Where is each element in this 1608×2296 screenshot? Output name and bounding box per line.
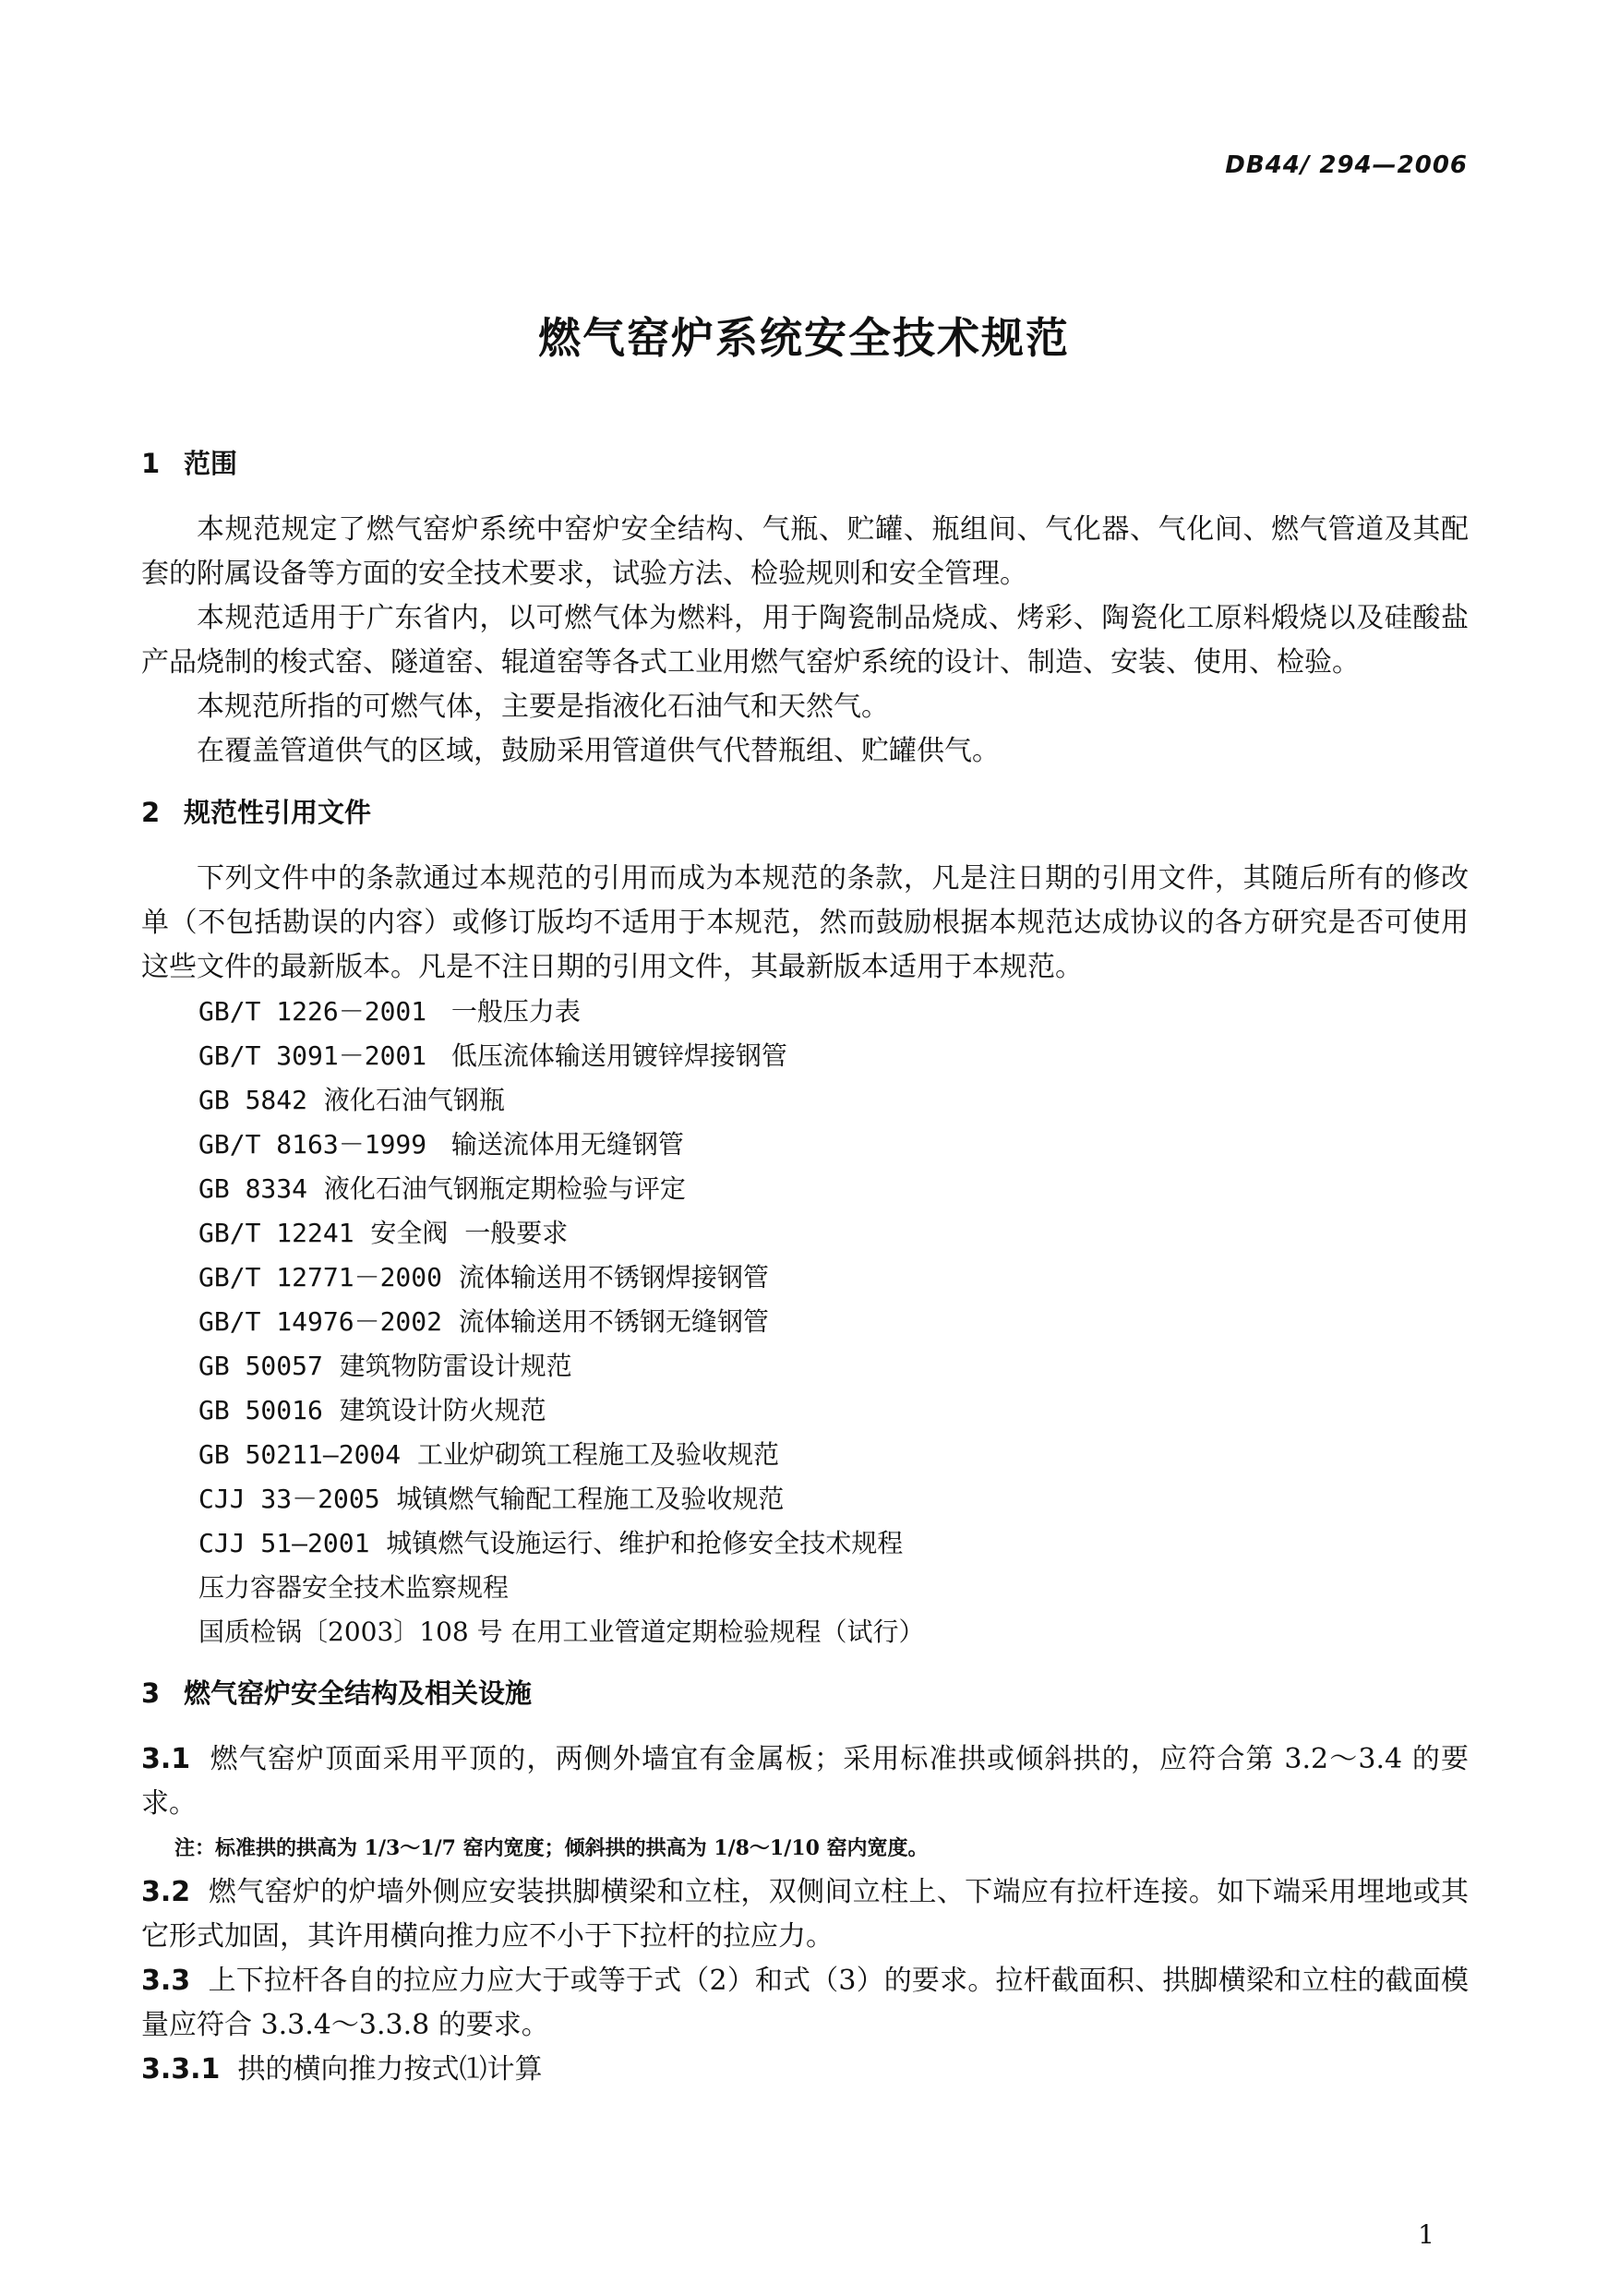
document-body (141, 441, 1469, 2092)
reference-item: GB/T 8163－1999 输送流体用无缝钢管 (198, 1129, 684, 1160)
reference-item: GB/T 3091－2001 低压流体输送用镀锌焊接钢管 (198, 1040, 787, 1071)
reference-item: GB 8334 液化石油气钢瓶定期检验与评定 (198, 1173, 686, 1204)
reference-list (141, 990, 1469, 1654)
clause-number: 3.3 (141, 1965, 191, 1997)
clause-text: 拱的横向推力按式⑴计算 (237, 2053, 543, 2086)
reference-item: GB/T 1226－2001 一般压力表 (198, 996, 581, 1027)
paragraph: 本规范适用于广东省内，以可燃气体为燃料，用于陶瓷制品烧成、烤彩、陶瓷化工原料煅烧以及硅酸盐产品烧制的梭式窑、隧道窑、辊道窑等各式工业用燃气窑炉系统的设计、制造、安装、使用、检验。 (141, 602, 1469, 679)
clause (141, 1737, 1469, 1826)
clause-number: 3.3.1 (141, 2053, 221, 2086)
reference-item: CJJ 33－2005 城镇燃气输配工程施工及验收规范 (198, 1484, 785, 1514)
section-number: 2 (141, 797, 161, 828)
reference-item: GB 5842 液化石油气钢瓶 (198, 1085, 505, 1115)
clause (141, 1870, 1469, 1959)
reference-item: GB 50057 建筑物防雷设计规范 (198, 1351, 572, 1381)
section-heading (141, 1671, 1469, 1715)
paragraph: 在覆盖管道供气的区域，鼓励采用管道供气代替瓶组、贮罐供气。 (197, 735, 1000, 767)
clause-text: 燃气窑炉顶面采用平顶的，两侧外墙宜有金属板；采用标准拱或倾斜拱的，应符合第 3.2～3.4 的要求。 (141, 1743, 1469, 1820)
reference-item: GB 50211—2004 工业炉砌筑工程施工及验收规范 (198, 1439, 779, 1470)
section-number: 3 (141, 1677, 161, 1709)
reference-item: GB/T 14976－2002 流体输送用不锈钢无缝钢管 (198, 1306, 769, 1337)
note: 注：标准拱的拱高为 1/3～1/7 窑内宽度；倾斜拱的拱高为 1/8～1/10 窑内宽度。 (174, 1836, 929, 1860)
clause-number: 3.1 (141, 1743, 191, 1775)
reference-item: GB/T 12241 安全阀 一般要求 (198, 1218, 569, 1248)
section-title: 范围 (184, 448, 238, 479)
clause-number: 3.2 (141, 1876, 191, 1908)
paragraph: 本规范规定了燃气窑炉系统中窑炉安全结构、气瓶、贮罐、瓶组间、气化器、气化间、燃气管道及其配套的附属设备等方面的安全技术要求，试验方法、检验规则和安全管理。 (141, 513, 1469, 590)
reference-item: GB 50016 建筑设计防火规范 (198, 1395, 546, 1425)
clause-text: 燃气窑炉的炉墙外侧应安装拱脚横梁和立柱，双侧间立柱上、下端应有拉杆连接。如下端采用埋地或其它形式加固，其许用横向推力应不小于下拉杆的拉应力。 (141, 1876, 1470, 1953)
clause-text: 上下拉杆各自的拉应力应大于或等于式（2）和式（3）的要求。拉杆截面积、拱脚横梁和立柱的截面模量应符合 3.3.4～3.3.8 的要求。 (141, 1965, 1469, 2041)
clause (141, 2048, 1469, 2092)
document-title: 燃气窑炉系统安全技术规范 (538, 313, 1070, 363)
section-title: 规范性引用文件 (184, 797, 372, 828)
paragraph: 下列文件中的条款通过本规范的引用而成为本规范的条款，凡是注日期的引用文件，其随后所有的修改单（不包括勘误的内容）或修订版均不适用于本规范，然而鼓励根据本规范达成协议的各方研究是否可使用这些文件的最新版本。凡是不注日期的引用文件，其最新版本适用于本规范。 (141, 862, 1469, 983)
page-number: 1 (1418, 2219, 1434, 2250)
section-heading (141, 441, 1469, 486)
reference-item: GB/T 12771－2000 流体输送用不锈钢焊接钢管 (198, 1262, 769, 1292)
reference-item: 压力容器安全技术监察规程 (198, 1572, 510, 1603)
section-heading (141, 790, 1469, 835)
paragraph: 本规范所指的可燃气体，主要是指液化石油气和天然气。 (197, 691, 889, 723)
reference-item: 国质检锅〔2003〕108 号 在用工业管道定期检验规程（试行） (198, 1617, 925, 1647)
section-title: 燃气窑炉安全结构及相关设施 (184, 1677, 533, 1709)
clause (141, 1959, 1469, 2048)
section-number: 1 (141, 448, 161, 479)
standard-code: DB44/ 294—2006 (1225, 151, 1468, 179)
reference-item: CJJ 51—2001 城镇燃气设施运行、维护和抢修安全技术规程 (198, 1528, 904, 1558)
